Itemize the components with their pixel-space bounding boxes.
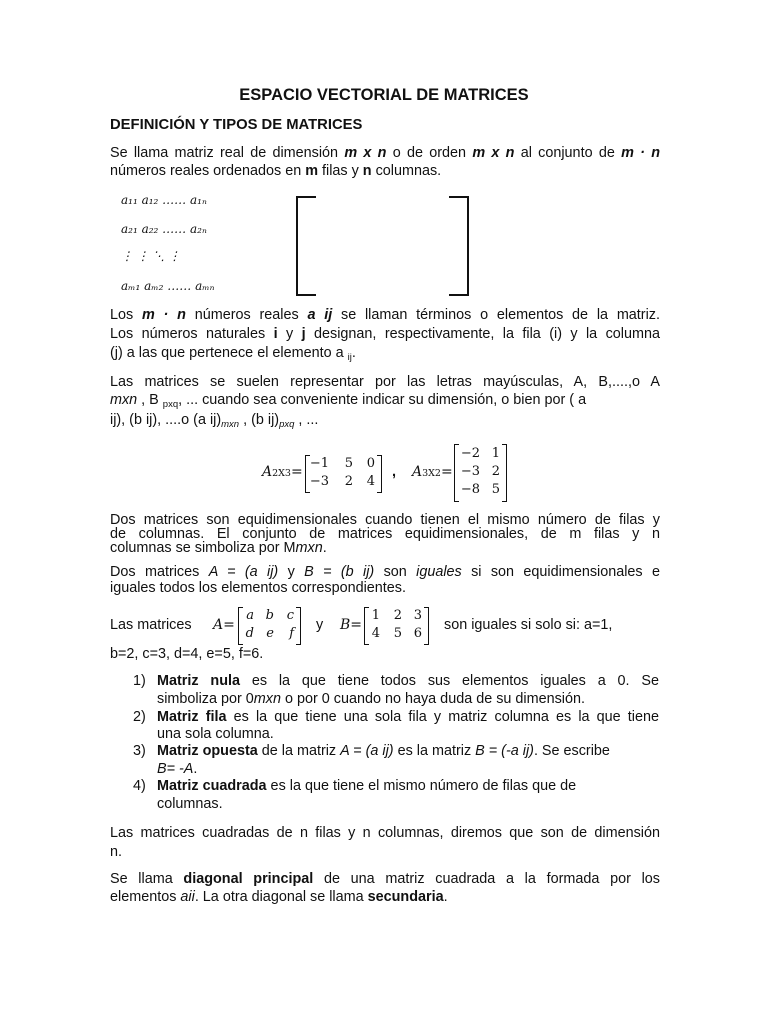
text: A [262, 464, 273, 480]
text: B = (b ij) [304, 564, 375, 580]
matrix-a-label [262, 464, 303, 480]
definition-line-2 [110, 163, 660, 179]
text: = [223, 617, 235, 633]
text: mxn [295, 540, 323, 556]
list-item-3-line-1 [157, 743, 659, 759]
matrix-bracket [424, 607, 429, 645]
text: mxn [221, 419, 240, 430]
matrix-cell: f [289, 626, 294, 641]
text: Los [110, 307, 142, 323]
text: y [278, 564, 305, 580]
text: Matriz nula [157, 673, 240, 689]
text: simboliza por 0 [157, 691, 254, 707]
page-title: ESPACIO VECTORIAL DE MATRICES [239, 86, 529, 104]
matrix-b-label [412, 464, 453, 480]
text: aii [180, 889, 195, 905]
text: es la matriz [393, 743, 476, 759]
matrix-a-letters [238, 607, 302, 645]
text: i [273, 326, 278, 342]
text: n [362, 163, 372, 179]
text: , ... cuando sea conveniente indicar su dimensión, o bien por ( a [178, 392, 587, 408]
text: y [277, 326, 302, 342]
diagonal-line-2 [110, 889, 660, 905]
matrix-cell: 0 [366, 456, 375, 471]
matrix-cell: 2 [344, 474, 353, 489]
text: = [350, 617, 363, 633]
matrix-bracket [377, 455, 382, 493]
matrix-cell: 1 [491, 446, 500, 461]
text: 2X3 [272, 468, 291, 479]
matrix-cell: 5 [491, 482, 500, 497]
text: , B [137, 392, 163, 408]
text: a ij [307, 307, 333, 323]
notation-line-3 [110, 412, 660, 428]
list-item-4-line-1 [157, 778, 659, 794]
text: m [305, 163, 318, 179]
text: secundaria [367, 889, 444, 905]
left-bracket [296, 196, 316, 296]
list-number: 2) [133, 709, 146, 725]
square-line-2: n. [110, 844, 123, 860]
text: pxq [162, 399, 179, 410]
equidimensional-line-1: Dos matrices son equidimensionales cuando tienen el mismo número de filas y [110, 512, 660, 528]
text: filas y [318, 163, 363, 179]
text: m x n [472, 145, 515, 161]
matrix-cell: 6 [413, 626, 422, 641]
text: . [322, 540, 327, 556]
section-heading: DEFINICIÓN Y TIPOS DE MATRICES [110, 117, 363, 133]
text: = [290, 464, 303, 480]
text: . [351, 345, 356, 361]
matrix-cell: a [246, 608, 254, 623]
generic-matrix-row-1: a₁₁ a₁₂ …… a₁ₙ [121, 193, 207, 207]
text: es la que tiene el mismo número de filas que de [266, 778, 577, 794]
matrix-cell: −2 [460, 446, 480, 461]
terms-line-3 [110, 345, 660, 361]
text: Los números naturales [110, 326, 274, 342]
list-item-1-line-1 [157, 673, 659, 689]
text: , (b ij) [239, 412, 280, 428]
text: números reales [185, 307, 308, 323]
matrix-cell: e [266, 626, 274, 641]
matrix-cell: −3 [460, 464, 480, 479]
matrix-cell: b [265, 608, 274, 623]
text: o por 0 cuando no haya duda de su dimensión. [280, 691, 585, 707]
text: B= -A [157, 761, 194, 777]
text: son [374, 564, 417, 580]
list-item-4-line-2: columnas. [157, 796, 223, 812]
text: diagonal principal [183, 871, 314, 887]
example-lead: Las matrices [110, 617, 192, 633]
list-item-2-line-1 [157, 709, 659, 725]
right-bracket [449, 196, 469, 296]
matrix-cell: 5 [344, 456, 353, 471]
matrix-a-label [213, 617, 235, 633]
conjunction-y: y [316, 617, 324, 633]
text: (j) a las que pertenece el elemento a [110, 345, 348, 361]
notation-line-2 [110, 392, 660, 408]
text: columnas se simboliza por M [110, 540, 296, 556]
text: Se llama matriz real de dimensión [110, 145, 345, 161]
text: pxq [279, 419, 295, 430]
square-line-1: Las matrices cuadradas de n filas y n columnas, diremos que son de dimensión [110, 825, 660, 841]
matrix-b-numbers [364, 607, 430, 645]
text: A [412, 464, 423, 480]
text: ij [347, 352, 352, 363]
matrix-b-label [340, 617, 362, 633]
text: Dos matrices [110, 564, 209, 580]
text: designan, respectivamente, la fila (i) y la columna [305, 326, 660, 342]
generic-matrix-row-3: ⋮ ⋮ ⋱ ⋮ [121, 249, 181, 263]
matrix-cell: 2 [393, 608, 402, 623]
text: si son equidimensionales e [461, 564, 660, 580]
text: . [193, 761, 198, 777]
text: , ... [294, 412, 319, 428]
matrix-cell: d [245, 626, 254, 641]
matrix-cell: −8 [460, 482, 480, 497]
text: = [440, 464, 453, 480]
list-number: 1) [133, 673, 146, 689]
text: mxn [253, 691, 281, 707]
text: Matriz opuesta [157, 743, 258, 759]
list-item-2-line-2: una sola columna. [157, 726, 274, 742]
list-item-1-line-2 [157, 691, 659, 707]
equidimensional-line-3 [110, 540, 660, 556]
definition-line-1 [110, 145, 660, 161]
terms-line-2 [110, 326, 660, 342]
text: o de orden [386, 145, 473, 161]
matrix-cell: 3 [413, 608, 422, 623]
text: m x n [344, 145, 387, 161]
notation-line-1: Las matrices se suelen representar por las letras mayúsculas, A, B,....,o A [110, 374, 660, 390]
text: mxn [110, 392, 138, 408]
generic-matrix-row-4: aₘ₁ aₘ₂ …… aₘₙ [121, 279, 215, 293]
matrix-cell: 4 [371, 626, 380, 641]
matrix-a [305, 455, 381, 493]
example-continuation: b=2, c=3, d=4, e=5, f=6. [110, 646, 264, 662]
text: B = (-a ij) [475, 743, 534, 759]
text: es la que tiene todos sus elementos iguales a 0. Se [240, 673, 659, 689]
example-tail: son iguales si solo si: a=1, [444, 617, 613, 633]
text: ij), (b ij), ....o (a ij) [110, 412, 222, 428]
text: A = (a ij) [208, 564, 279, 580]
list-number: 4) [133, 778, 146, 794]
separator-comma: , [392, 464, 396, 480]
terms-line-1 [110, 307, 660, 323]
matrix-b [454, 444, 508, 502]
text: Matriz cuadrada [157, 778, 267, 794]
text: números reales ordenados en [110, 163, 306, 179]
text: Se llama [110, 871, 184, 887]
matrix-cell: −1 [309, 456, 329, 471]
text: columnas. [371, 163, 442, 179]
text: j [301, 326, 306, 342]
text: se llaman términos o elementos de la matriz. [332, 307, 660, 323]
matrix-cell: 2 [491, 464, 500, 479]
text: m · n [621, 145, 661, 161]
text: Matriz fila [157, 709, 227, 725]
text: . Se escribe [533, 743, 610, 759]
generic-matrix-row-2: a₂₁ a₂₂ …… a₂ₙ [121, 222, 207, 236]
text: A = (a ij) [340, 743, 394, 759]
text: . La otra diagonal se llama [194, 889, 368, 905]
text: m · n [141, 307, 186, 323]
equality-line-2: iguales todos los elementos correspondientes. [110, 580, 406, 596]
equidimensional-line-2: de columnas. El conjunto de matrices equidimensionales, de m filas y n [110, 526, 660, 542]
text: es la que tiene una sola fila y matriz columna es la que tiene [226, 709, 659, 725]
matrix-cell: c [286, 608, 294, 623]
text: de una matriz cuadrada a la formada por los [313, 871, 660, 887]
text: elementos [110, 889, 181, 905]
list-item-3-line-2 [157, 761, 659, 777]
matrix-cell: 1 [371, 608, 380, 623]
matrix-bracket [502, 444, 507, 502]
matrix-cell: −3 [309, 474, 329, 489]
matrix-cell: 5 [393, 626, 402, 641]
text: A [213, 617, 224, 633]
text: de la matriz [257, 743, 341, 759]
text: 3X2 [422, 468, 441, 479]
text: al conjunto de [514, 145, 622, 161]
text: B [340, 617, 351, 633]
matrix-bracket [296, 607, 301, 645]
list-number: 3) [133, 743, 146, 759]
equality-line-1 [110, 564, 660, 580]
text: . [443, 889, 448, 905]
diagonal-line-1 [110, 871, 660, 887]
text: iguales [416, 564, 462, 580]
matrix-cell: 4 [366, 474, 375, 489]
